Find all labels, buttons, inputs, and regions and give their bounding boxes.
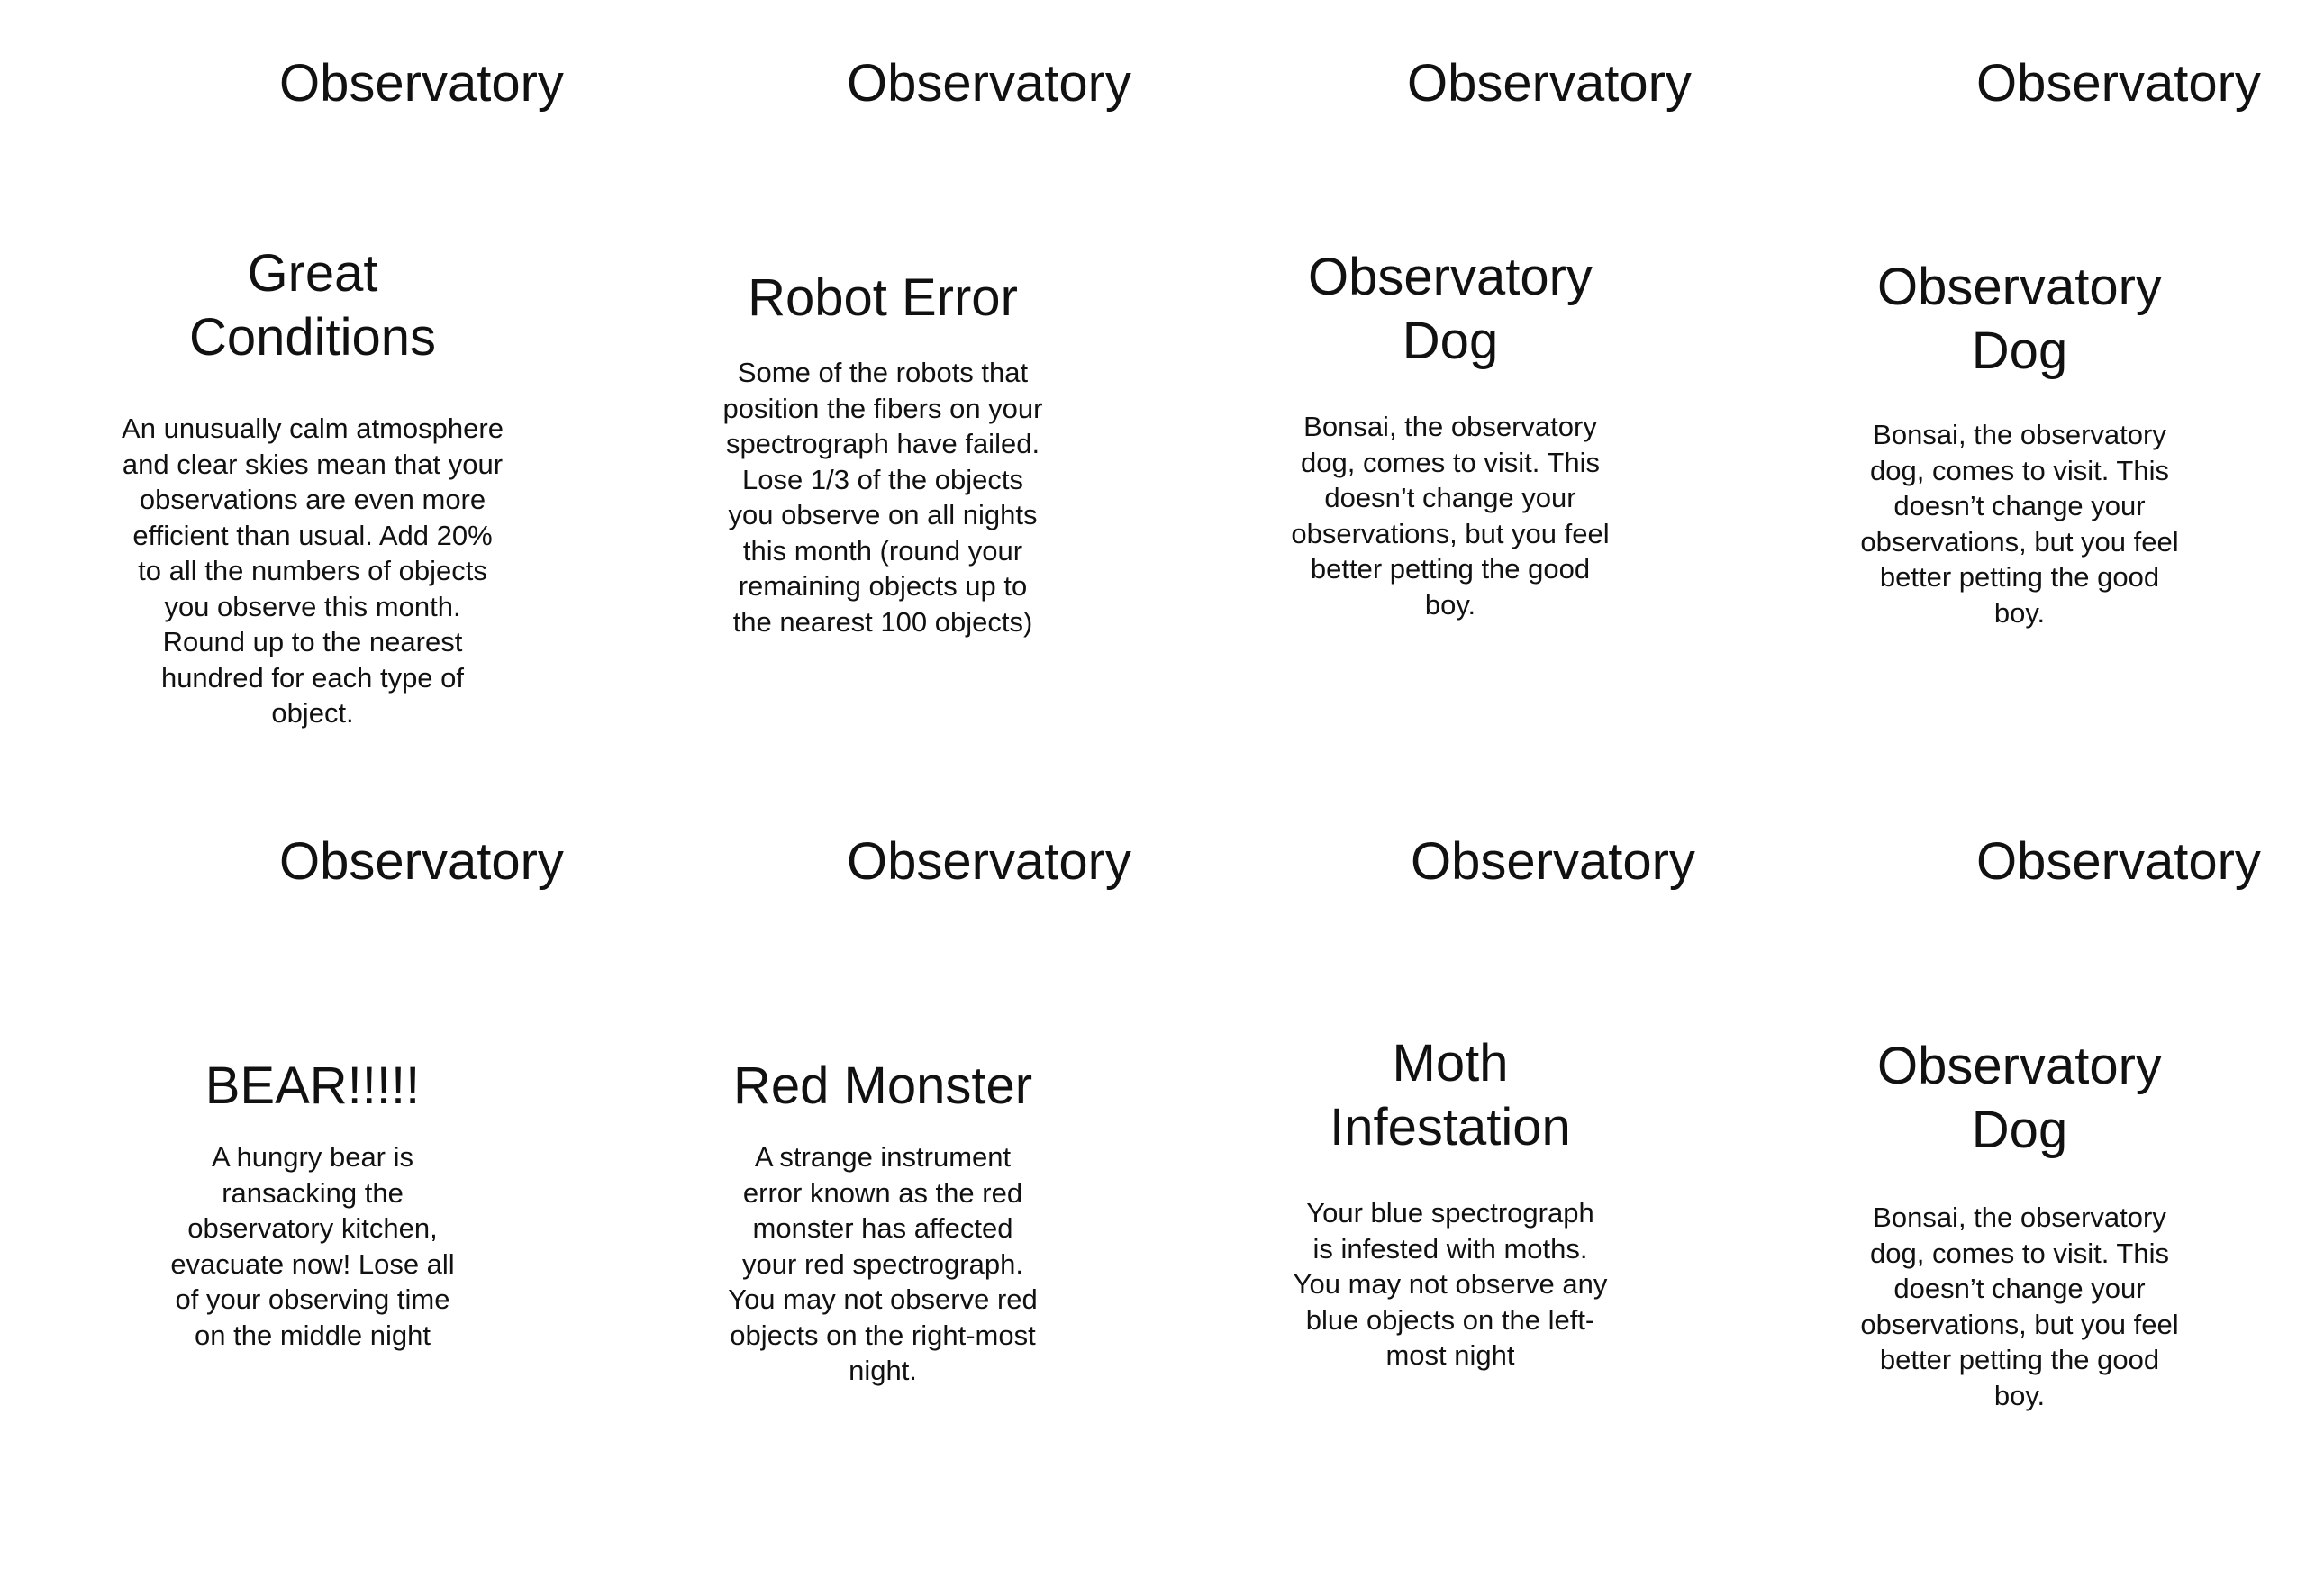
card-moth-infestation <box>1243 1031 1657 1374</box>
card-5-header: Observatory <box>279 832 564 891</box>
card-great-conditions <box>105 241 520 731</box>
card-6-header: Observatory <box>847 832 1131 891</box>
card-body: Bonsai, the observatory dog, comes to visit. This doesn’t change your observations, but you feel better petting the good boy. <box>1291 411 1610 621</box>
card-observatory-dog-2 <box>1812 255 2227 630</box>
card-title: Moth Infestation <box>1330 1034 1571 1156</box>
card-body: An unusually calm atmosphere and clear skies mean that your observations are even more efficient than usual. Add 20% to all the numbers of objects you observe this month. Round up to the nearest hundred for each type of object. <box>122 413 504 729</box>
card-body: Your blue spectrograph is infested with moths. You may not observe any blue objects on the left-most night <box>1293 1197 1608 1371</box>
card-bear <box>105 1054 520 1353</box>
card-title: Observatory Dog <box>1877 258 2162 380</box>
card-2-header: Observatory <box>847 54 1131 113</box>
card-title: Observatory Dog <box>1308 248 1593 370</box>
card-1-header: Observatory <box>279 54 564 113</box>
card-title: BEAR!!!!! <box>204 1056 421 1115</box>
card-body: A strange instrument error known as the red monster has affected your red spectrograph. You may not observe red objects on the right-most night. <box>728 1141 1038 1386</box>
card-robot-error <box>676 266 1090 639</box>
card-7-header: Observatory <box>1411 832 1695 891</box>
card-title: Robot Error <box>748 268 1018 327</box>
card-4-header: Observatory <box>1976 54 2261 113</box>
card-8-header: Observatory <box>1976 832 2261 891</box>
card-title: Red Monster <box>732 1056 1033 1115</box>
card-title: Observatory Dog <box>1877 1037 2162 1159</box>
card-body: Bonsai, the observatory dog, comes to visit. This doesn’t change your observations, but you feel better petting the good boy. <box>1860 419 2179 629</box>
card-title: Great Conditions <box>188 244 437 367</box>
card-observatory-dog-3 <box>1812 1034 2227 1413</box>
card-body: Some of the robots that position the fibers on your spectrograph have failed. Lose 1/3 of the objects you observe on all nights this month (round your remaining objects up to the nearest 100 objects) <box>722 357 1043 638</box>
card-3-header: Observatory <box>1407 54 1692 113</box>
card-observatory-dog-1 <box>1243 245 1657 622</box>
card-body: Bonsai, the observatory dog, comes to visit. This doesn’t change your observations, but you feel better petting the good boy. <box>1860 1202 2179 1411</box>
card-red-monster <box>676 1054 1090 1389</box>
card-body: A hungry bear is ransacking the observatory kitchen, evacuate now! Lose all of your observing time on the middle night <box>170 1141 455 1351</box>
